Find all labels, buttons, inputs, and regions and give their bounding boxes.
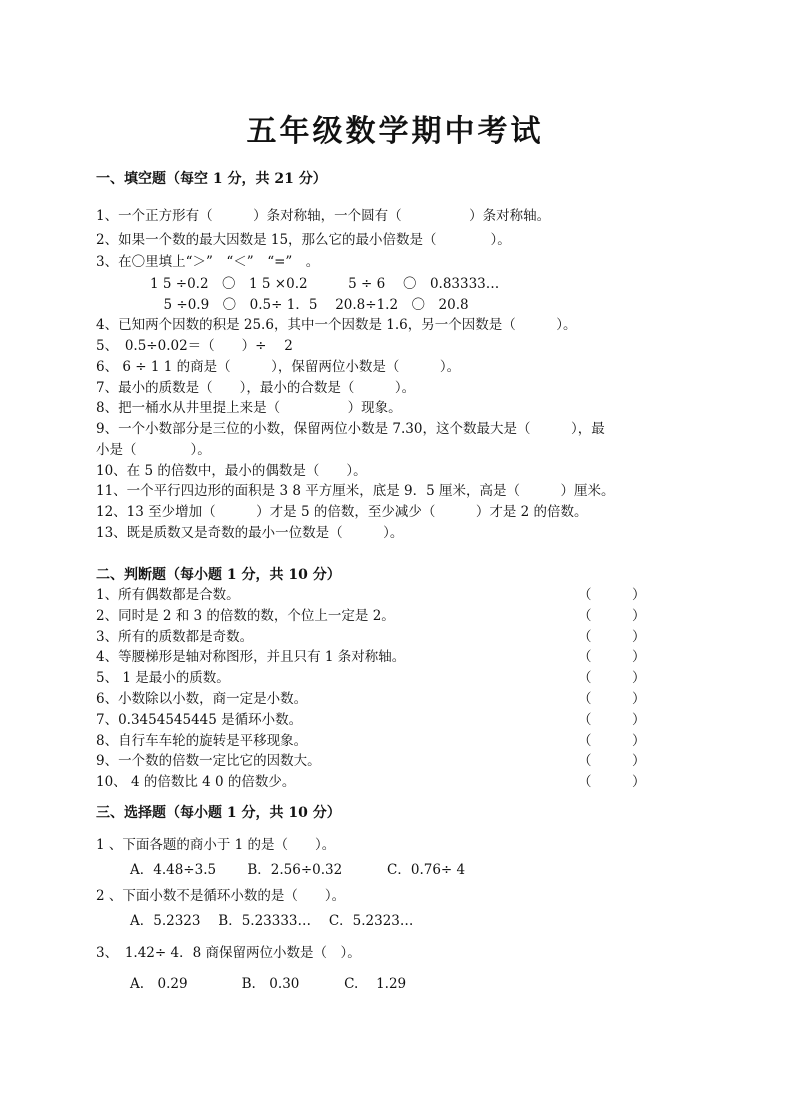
tf-item-3: 3、所有的质数都是奇数。 [96, 629, 254, 645]
section-heading-fill-in: 一、填空题（每空 1 分，共 21 分） [96, 171, 327, 187]
fill-item-13: 13、既是质数又是奇数的最小一位数是（ ）。 [96, 525, 404, 541]
tf-item-8: 8、自行车车轮的旋转是平移现象。 [96, 733, 308, 749]
mc-options-2: A．5.2323 B．5.23333… C．5.2323… [130, 913, 414, 929]
fill-item-3-row-1: 1 5 ÷0.2 〇 1 5 ×0.2 5 ÷ 6 〇 0.83333… [96, 276, 500, 292]
tf-answer-1: （ ） [578, 587, 646, 603]
section-heading-true-false: 二、判断题（每小题 1 分，共 10 分） [96, 567, 341, 583]
fill-item-4: 4、已知两个因数的积是 25.6，其中一个因数是 1.6，另一个因数是（ ）。 [96, 317, 577, 333]
tf-item-5: 5、 1 是最小的质数。 [96, 670, 230, 686]
tf-answer-5: （ ） [578, 670, 646, 686]
tf-item-7: 7、0.3454545445 是循环小数。 [96, 712, 303, 728]
fill-item-5: 5、 0.5÷0.02＝（ ）÷ 2 [96, 338, 293, 354]
fill-item-8: 8、把一桶水从井里提上来是（ ）现象。 [96, 400, 402, 416]
fill-item-6: 6、 6 ÷ 1 1 的商是（ ），保留两位小数是（ ）。 [96, 359, 461, 375]
tf-answer-8: （ ） [578, 733, 646, 749]
tf-answer-3: （ ） [578, 629, 646, 645]
tf-item-4: 4、等腰梯形是轴对称图形，并且只有 1 条对称轴。 [96, 649, 406, 665]
tf-answer-2: （ ） [578, 608, 646, 624]
tf-answer-6: （ ） [578, 691, 646, 707]
tf-item-9: 9、一个数的倍数一定比它的因数大。 [96, 753, 321, 769]
fill-item-9: 9、一个小数部分是三位的小数，保留两位小数是 7.30，这个数最大是（ ），最 [96, 421, 605, 437]
tf-answer-7: （ ） [578, 712, 646, 728]
tf-item-10: 10、 4 的倍数比 4 0 的倍数少。 [96, 774, 296, 790]
fill-item-3: 3、在〇里填上“＞” “＜” “=” 。 [96, 254, 320, 270]
fill-item-3-row-2: 5 ÷0.9 〇 0.5÷ 1．5 20.8÷1.2 〇 20.8 [96, 297, 469, 313]
mc-question-2: 2 、下面小数不是循环小数的是（ ）。 [96, 888, 346, 904]
tf-item-2: 2、同时是 2 和 3 的倍数的数，个位上一定是 2。 [96, 608, 395, 624]
fill-item-9-cont: 小是（ ）。 [96, 442, 211, 458]
tf-answer-10: （ ） [578, 774, 646, 790]
fill-item-12: 12、13 至少增加（ ）才是 5 的倍数，至少减少（ ）才是 2 的倍数。 [96, 504, 588, 520]
tf-answer-9: （ ） [578, 753, 646, 769]
tf-item-6: 6、小数除以小数，商一定是小数。 [96, 691, 308, 707]
fill-item-10: 10、在 5 的倍数中，最小的偶数是（ ）。 [96, 463, 367, 479]
tf-answer-4: （ ） [578, 649, 646, 665]
section-heading-multiple-choice: 三、选择题（每小题 1 分，共 10 分） [96, 805, 341, 821]
fill-item-1: 1、一个正方形有（ ）条对称轴，一个圆有（ ）条对称轴。 [96, 208, 551, 224]
mc-question-1: 1 、下面各题的商小于 1 的是（ ）。 [96, 837, 336, 853]
page-title: 五年级数学期中考试 [246, 114, 544, 149]
mc-options-1: A．4.48÷3.5 B．2.56÷0.32 C．0.76÷ 4 [130, 862, 466, 878]
fill-item-11: 11、一个平行四边形的面积是 3 8 平方厘米，底是 9．5 厘米，高是（ ）厘米。 [96, 483, 615, 499]
fill-item-2: 2、如果一个数的最大因数是 15，那么它的最小倍数是（ ）。 [96, 232, 511, 248]
mc-options-3: A. 0.29 B. 0.30 C. 1.29 [130, 976, 407, 992]
fill-item-7: 7、最小的质数是（ ），最小的合数是（ ）。 [96, 380, 416, 396]
tf-item-1: 1、所有偶数都是合数。 [96, 587, 240, 603]
mc-question-3: 3、 1.42÷ 4．8 商保留两位小数是（ ）。 [96, 945, 361, 961]
